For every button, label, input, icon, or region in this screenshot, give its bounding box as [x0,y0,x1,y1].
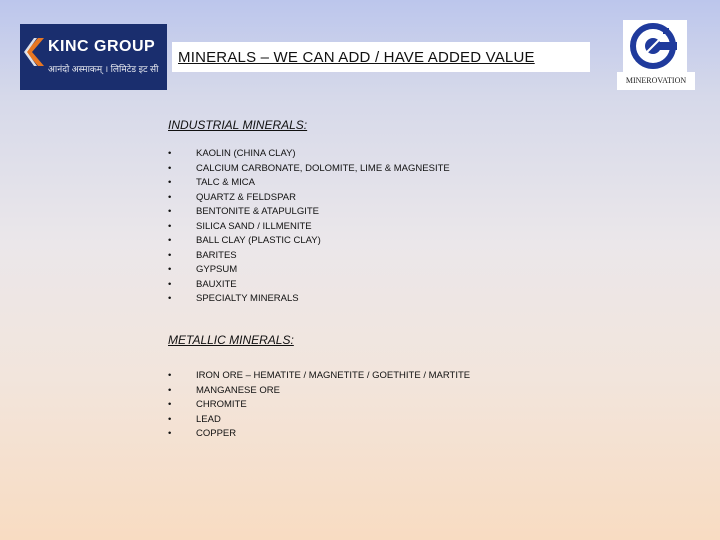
bullet-icon: • [168,191,172,203]
list-item-text: GYPSUM [196,264,238,275]
list-item [168,176,450,191]
list-item [168,205,450,220]
bullet-icon: • [168,384,172,396]
bullet-icon: • [168,220,172,232]
list-item [168,249,450,264]
bullet-icon: • [168,177,172,188]
minerovation-globe-icon [623,20,687,72]
list-item [168,369,470,384]
bullet-icon: • [168,399,172,410]
bullet-icon: • [168,235,172,246]
list-item-text: BALL CLAY (PLASTIC CLAY) [196,235,321,246]
list-item-text: LEAD [196,413,221,425]
list-item [168,413,470,428]
list-item [168,263,450,278]
page-title: MINERALS – WE CAN ADD / HAVE ADDED VALUE [178,48,535,66]
list-item-text: QUARTZ & FELDSPAR [196,191,296,203]
bullet-icon: • [168,370,172,381]
list-item-text: KAOLIN (CHINA CLAY) [196,148,296,159]
company-logo [20,24,167,90]
list-item [168,292,450,307]
list-item-text: CALCIUM CARBONATE, DOLOMITE, LIME & MAGNESITE [196,162,450,174]
bullet-icon: • [168,148,172,159]
company-logo-name: KINC GROUP [48,38,156,55]
bullet-icon: • [168,206,172,217]
list-item-text: CHROMITE [196,399,247,410]
partner-logo-label: MINEROVATION [617,72,695,90]
title-box [172,42,590,72]
list-item-text: TALC & MICA [196,177,255,188]
kinc-chevron-icon [24,38,44,66]
list-item [168,384,470,399]
partner-logo [623,20,687,72]
industrial-minerals-heading: INDUSTRIAL MINERALS: [168,118,308,132]
list-item [168,278,450,293]
list-item [168,147,450,162]
list-item-text: SPECIALTY MINERALS [196,293,299,304]
company-logo-tagline: आनंदो अस्माकम् । लिमिटेड इट सी [48,64,159,74]
list-item-text: COPPER [196,428,237,439]
bullet-icon: • [168,428,172,439]
list-item [168,220,450,235]
industrial-minerals-list [168,147,450,307]
metallic-minerals-list [168,369,470,442]
list-item [168,427,470,442]
list-item [168,234,450,249]
bullet-icon: • [168,293,172,304]
list-item [168,191,450,206]
list-item [168,398,470,413]
bullet-icon: • [168,162,172,174]
list-item-text: BARITES [196,249,237,261]
list-item-text: SILICA SAND / ILLMENITE [196,220,312,232]
bullet-icon: • [168,249,172,261]
bullet-icon: • [168,413,172,425]
list-item-text: IRON ORE – HEMATITE / MAGNETITE / GOETHITE / MARTITE [196,370,471,381]
list-item-text: BAUXITE [196,278,237,290]
list-item [168,162,450,177]
bullet-icon: • [168,264,172,275]
metallic-minerals-heading: METALLIC MINERALS: [168,333,294,347]
list-item-text: MANGANESE ORE [196,384,280,396]
bullet-icon: • [168,278,172,290]
list-item-text: BENTONITE & ATAPULGITE [196,206,319,217]
